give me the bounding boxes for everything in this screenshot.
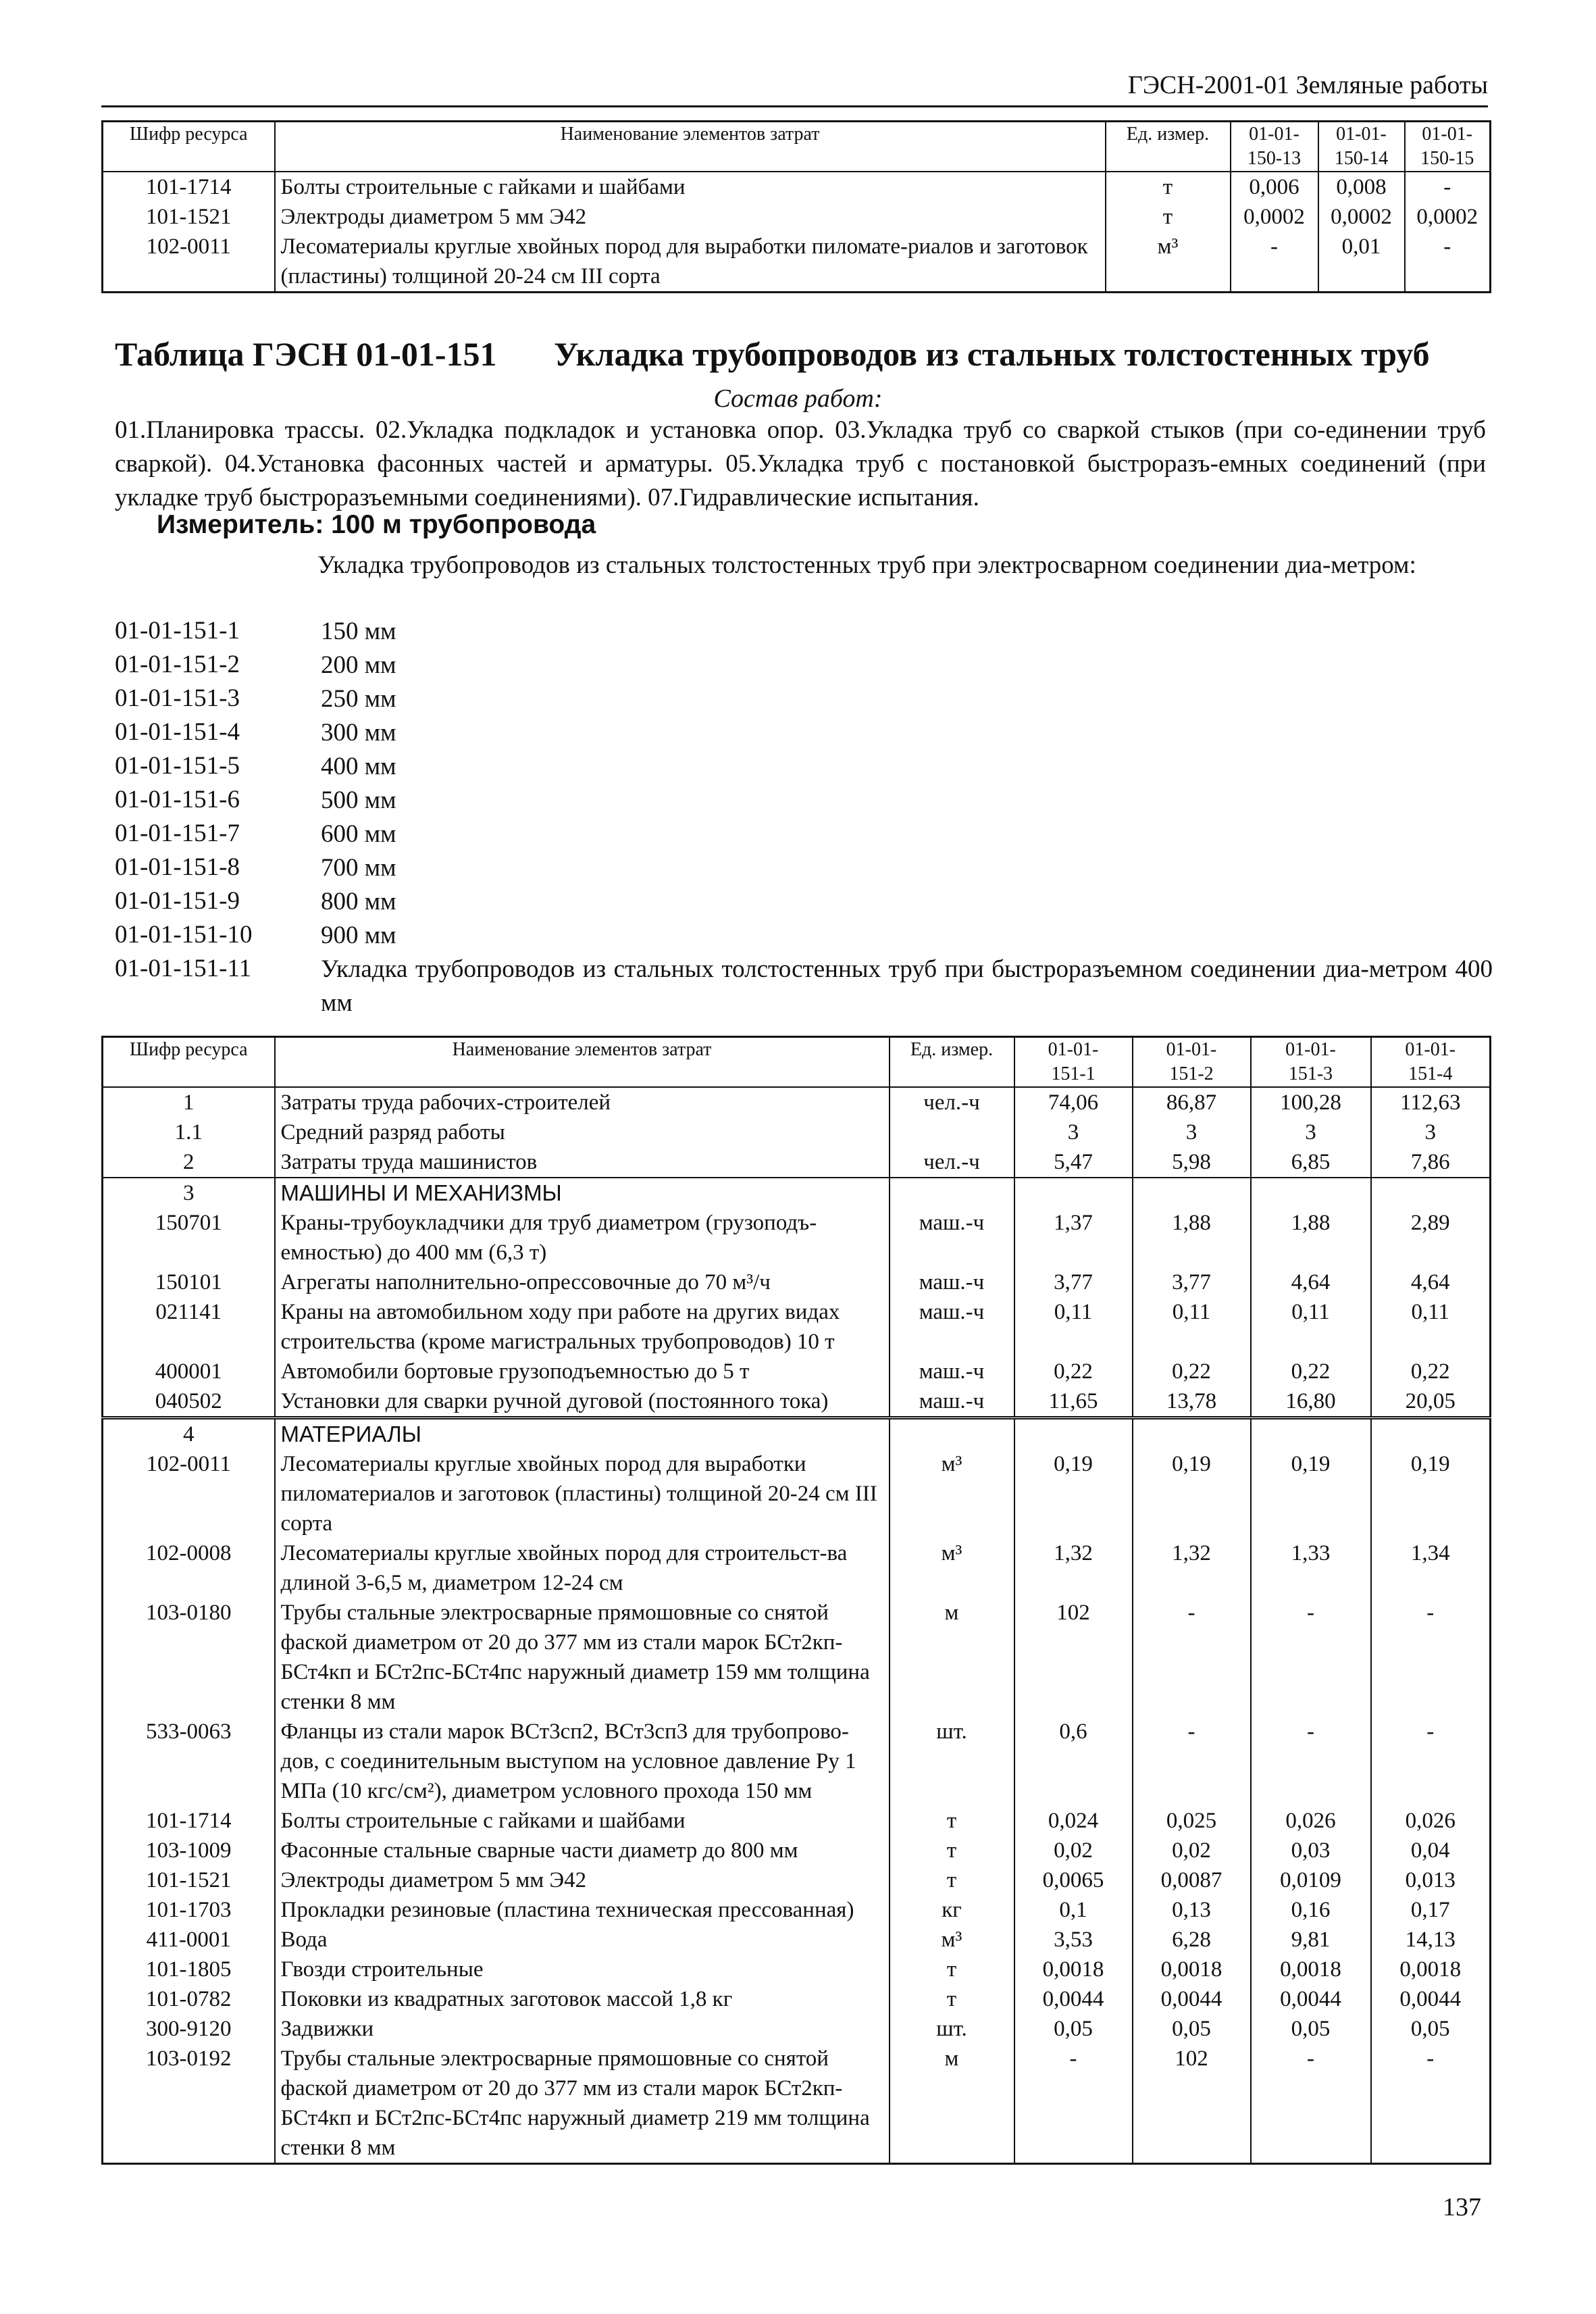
value-cell: 16,80: [1251, 1386, 1371, 1418]
table-row: [103, 1538, 1491, 1598]
value-cell: 0,19: [1371, 1449, 1491, 1538]
column-header: 01-01- 151-2: [1133, 1037, 1251, 1088]
item-row: [115, 649, 1493, 682]
item-description: 200 мм: [321, 651, 396, 679]
table-row: [103, 1955, 1491, 1984]
value-cell: 0,1: [1014, 1895, 1133, 1925]
value-cell: 74,06: [1014, 1087, 1133, 1117]
resource-name: Электроды диаметром 5 мм Э42: [275, 1865, 890, 1895]
value-cell: 11,65: [1014, 1386, 1133, 1418]
item-description: 150 мм: [321, 618, 396, 645]
unit: т: [890, 1984, 1014, 2014]
top-resource-table: [101, 120, 1491, 293]
value-cell: 0,0065: [1014, 1865, 1133, 1895]
value-cell: [1251, 1178, 1371, 1208]
resource-code: 533-0063: [103, 1717, 275, 1806]
value-cell: 0,0109: [1251, 1865, 1371, 1895]
unit: маш.-ч: [890, 1297, 1014, 1357]
resource-code: 411-0001: [103, 1925, 275, 1955]
unit: шт.: [890, 1717, 1014, 1806]
resource-code: 102-0011: [103, 1449, 275, 1538]
value-cell: 5,47: [1014, 1147, 1133, 1178]
value-cell: 0,0044: [1133, 1984, 1251, 2014]
unit: м³: [890, 1925, 1014, 1955]
unit: т: [890, 1806, 1014, 1836]
item-row: [115, 885, 1493, 919]
value-cell: 14,13: [1371, 1925, 1491, 1955]
unit: чел.-ч: [890, 1147, 1014, 1178]
resource-code: 300-9120: [103, 2014, 275, 2044]
column-header: 01-01- 150-14: [1318, 122, 1405, 172]
item-code: 01-01-151-3: [115, 684, 240, 712]
column-header: 01-01- 150-15: [1405, 122, 1491, 172]
unit: м³: [890, 1538, 1014, 1598]
resource-code: 101-1521: [103, 202, 275, 232]
table-row: [103, 1449, 1491, 1538]
resource-name: Затраты труда рабочих-строителей: [275, 1087, 890, 1117]
value-cell: 0,19: [1014, 1449, 1133, 1538]
table-row: [103, 1836, 1491, 1865]
value-cell: 0,05: [1014, 2014, 1133, 2044]
column-header: 01-01- 151-1: [1014, 1037, 1133, 1088]
column-header: Шифр ресурса: [103, 1037, 275, 1088]
table-row: [103, 1357, 1491, 1386]
meter-line: Измеритель: 100 м трубопровода: [157, 510, 596, 539]
value-cell: 1,32: [1133, 1538, 1251, 1598]
resource-name: Прокладки резиновые (пластина техническая прессованная): [275, 1895, 890, 1925]
item-description: 900 мм: [321, 922, 396, 949]
unit: т: [890, 1865, 1014, 1895]
value-cell: 4,64: [1371, 1267, 1491, 1297]
unit: маш.-ч: [890, 1267, 1014, 1297]
value-cell: 2,89: [1371, 1208, 1491, 1267]
value-cell: -: [1251, 1717, 1371, 1806]
item-description: 250 мм: [321, 685, 396, 713]
resource-code: 1.1: [103, 1117, 275, 1147]
value-cell: -: [1133, 1598, 1251, 1717]
resource-name: Болты строительные с гайками и шайбами: [275, 172, 1106, 202]
value-cell: [1133, 1178, 1251, 1208]
resource-name: Установки для сварки ручной дуговой (постоянного тока): [275, 1386, 890, 1418]
value-cell: 20,05: [1371, 1386, 1491, 1418]
column-header: 01-01- 151-4: [1371, 1037, 1491, 1088]
resource-code: 101-1714: [103, 172, 275, 202]
table-row: [103, 1984, 1491, 2014]
resource-code: 4: [103, 1418, 275, 1450]
table-row: [103, 1418, 1491, 1450]
value-cell: 0,024: [1014, 1806, 1133, 1836]
item-description: 700 мм: [321, 854, 396, 882]
intro-text: Укладка трубопроводов из стальных толстостенных труб при электросварном соединении диа-метром:: [317, 551, 1416, 579]
resource-name: Электроды диаметром 5 мм Э42: [275, 202, 1106, 232]
resource-code: 102-0008: [103, 1538, 275, 1598]
value-cell: 1,88: [1133, 1208, 1251, 1267]
header-rule: [101, 105, 1488, 107]
unit: т: [1106, 172, 1231, 202]
table-row: [103, 1147, 1491, 1178]
value-cell: 0,05: [1251, 2014, 1371, 2044]
column-header: Наименование элементов затрат: [275, 1037, 890, 1088]
unit: м: [890, 2044, 1014, 2164]
value-cell: -: [1405, 172, 1491, 202]
item-code: 01-01-151-8: [115, 853, 240, 881]
main-resource-table: [101, 1036, 1491, 2165]
value-cell: 0,16: [1251, 1895, 1371, 1925]
item-description: 400 мм: [321, 753, 396, 780]
value-cell: -: [1133, 1717, 1251, 1806]
value-cell: 0,0044: [1371, 1984, 1491, 2014]
resource-code: 101-1805: [103, 1955, 275, 1984]
item-row: [115, 716, 1493, 750]
resource-name: Лесоматериалы круглые хвойных пород для выработки пиломате-риалов и заготовок (пластины) толщиной 20-24 см III сорта: [275, 232, 1106, 293]
value-cell: [1014, 1178, 1133, 1208]
resource-name: Вода: [275, 1925, 890, 1955]
value-cell: -: [1251, 2044, 1371, 2164]
value-cell: 0,03: [1251, 1836, 1371, 1865]
unit: т: [1106, 202, 1231, 232]
column-header: Ед. измер.: [890, 1037, 1014, 1088]
column-header: Шифр ресурса: [103, 122, 275, 172]
item-code: 01-01-151-4: [115, 718, 240, 746]
value-cell: 0,006: [1231, 172, 1318, 202]
value-cell: 3: [1371, 1117, 1491, 1147]
value-cell: 0,22: [1014, 1357, 1133, 1386]
table-row: [103, 1208, 1491, 1267]
value-cell: 112,63: [1371, 1087, 1491, 1117]
value-cell: 0,11: [1251, 1297, 1371, 1357]
table-row: [103, 1925, 1491, 1955]
resource-name: Гвозди строительные: [275, 1955, 890, 1984]
value-cell: 0,0044: [1251, 1984, 1371, 2014]
value-cell: 86,87: [1133, 1087, 1251, 1117]
value-cell: -: [1251, 1598, 1371, 1717]
value-cell: 3: [1251, 1117, 1371, 1147]
table-title: [115, 334, 1430, 374]
resource-code: 101-1714: [103, 1806, 275, 1836]
value-cell: 0,13: [1133, 1895, 1251, 1925]
value-cell: -: [1231, 232, 1318, 293]
value-cell: 0,05: [1371, 2014, 1491, 2044]
value-cell: 0,22: [1251, 1357, 1371, 1386]
value-cell: -: [1371, 1598, 1491, 1717]
composition-text: 01.Планировка трассы. 02.Укладка подкладок и установка опор. 03.Укладка труб со сваркой стыков (при со-единении труб сваркой). 04.Установка фасонных частей и арматуры. 05.Укладка труб с постановкой быстроразъ-емных соединений (при укладке труб быстроразъемными соединениями). 07.Гидравлические испытания.: [115, 416, 1486, 511]
resource-name: Фланцы из стали марок ВСт3сп2, ВСт3сп3 для трубопрово-дов, с соединительным выступом на условное давление Ру 1 МПа (10 кгс/см²), диаметром условного прохода 150 мм: [275, 1717, 890, 1806]
item-description: 800 мм: [321, 888, 396, 915]
item-code: 01-01-151-2: [115, 651, 240, 678]
table-row: [103, 202, 1491, 232]
unit: м³: [1106, 232, 1231, 293]
resource-name: Болты строительные с гайками и шайбами: [275, 1806, 890, 1836]
value-cell: 1,32: [1014, 1538, 1133, 1598]
table-row: [103, 1117, 1491, 1147]
resource-code: 150701: [103, 1208, 275, 1267]
value-cell: -: [1371, 1717, 1491, 1806]
value-cell: 102: [1014, 1598, 1133, 1717]
value-cell: 0,11: [1014, 1297, 1133, 1357]
item-code: 01-01-151-11: [115, 955, 252, 982]
unit: м³: [890, 1449, 1014, 1538]
value-cell: [1371, 1178, 1491, 1208]
value-cell: 0,026: [1251, 1806, 1371, 1836]
resource-name: Автомобили бортовые грузоподъемностью до 5 т: [275, 1357, 890, 1386]
value-cell: 0,05: [1133, 2014, 1251, 2044]
unit: м: [890, 1598, 1014, 1717]
item-row: [115, 750, 1493, 784]
table-row: [103, 1267, 1491, 1297]
table-row: [103, 1178, 1491, 1208]
resource-code: 103-0192: [103, 2044, 275, 2164]
resource-code: 021141: [103, 1297, 275, 1357]
value-cell: 3,53: [1014, 1925, 1133, 1955]
value-cell: 0,0002: [1231, 202, 1318, 232]
value-cell: 0,11: [1371, 1297, 1491, 1357]
value-cell: 0,0087: [1133, 1865, 1251, 1895]
resource-code: 040502: [103, 1386, 275, 1418]
value-cell: 0,025: [1133, 1806, 1251, 1836]
value-cell: -: [1405, 232, 1491, 293]
value-cell: 3,77: [1133, 1267, 1251, 1297]
composition-label: Состав работ:: [713, 384, 883, 413]
table-row: [103, 1865, 1491, 1895]
column-header: Наименование элементов затрат: [275, 122, 1106, 172]
value-cell: 3: [1133, 1117, 1251, 1147]
item-code: 01-01-151-1: [115, 617, 240, 645]
value-cell: 1,33: [1251, 1538, 1371, 1598]
table-row: [103, 1087, 1491, 1117]
resource-name: Краны-трубоукладчики для труб диаметром (грузоподъ-емностью) до 400 мм (6,3 т): [275, 1208, 890, 1267]
item-code: 01-01-151-10: [115, 921, 253, 949]
value-cell: -: [1014, 2044, 1133, 2164]
value-cell: 0,02: [1133, 1836, 1251, 1865]
column-header: 01-01- 151-3: [1251, 1037, 1371, 1088]
section-heading: МАТЕРИАЛЫ: [275, 1418, 890, 1450]
value-cell: 0,02: [1014, 1836, 1133, 1865]
column-header: 01-01- 150-13: [1231, 122, 1318, 172]
value-cell: 1,34: [1371, 1538, 1491, 1598]
item-description: 600 мм: [321, 820, 396, 848]
page-number: 137: [1443, 2193, 1481, 2221]
table-row: [103, 2044, 1491, 2164]
resource-code: 101-1703: [103, 1895, 275, 1925]
resource-name: Затраты труда машинистов: [275, 1147, 890, 1178]
unit: [890, 1117, 1014, 1147]
column-header: Ед. измер.: [1106, 122, 1231, 172]
value-cell: 102: [1133, 2044, 1251, 2164]
value-cell: 0,22: [1371, 1357, 1491, 1386]
unit: чел.-ч: [890, 1087, 1014, 1117]
table-row: [103, 1895, 1491, 1925]
resource-name: Трубы стальные электросварные прямошовные со снятой фаской диаметром от 20 до 377 мм из стали марок БСт2кп-БСт4кп и БСт2пс-БСт4пс наружный диаметр 219 мм толщина стенки 8 мм: [275, 2044, 890, 2164]
item-code-list: [115, 615, 1493, 1020]
item-row: [115, 953, 1493, 1020]
value-cell: 7,86: [1371, 1147, 1491, 1178]
resource-name: Средний разряд работы: [275, 1117, 890, 1147]
unit: маш.-ч: [890, 1386, 1014, 1418]
item-code: 01-01-151-9: [115, 887, 240, 915]
table-row: [103, 1386, 1491, 1418]
value-cell: [1251, 1418, 1371, 1450]
resource-name: Краны на автомобильном ходу при работе на других видах строительства (кроме магистральных трубопроводов) 10 т: [275, 1297, 890, 1357]
item-code: 01-01-151-7: [115, 820, 240, 847]
resource-code: 103-1009: [103, 1836, 275, 1865]
value-cell: 0,6: [1014, 1717, 1133, 1806]
value-cell: 0,0018: [1371, 1955, 1491, 1984]
value-cell: 0,17: [1371, 1895, 1491, 1925]
unit: шт.: [890, 2014, 1014, 2044]
resource-name: Трубы стальные электросварные прямошовные со снятой фаской диаметром от 20 до 377 мм из стали марок БСт2кп-БСт4кп и БСт2пс-БСт4пс наружный диаметр 159 мм толщина стенки 8 мм: [275, 1598, 890, 1717]
value-cell: 0,0018: [1014, 1955, 1133, 1984]
resource-name: Агрегаты наполнительно-опрессовочные до 70 м³/ч: [275, 1267, 890, 1297]
value-cell: [1371, 1418, 1491, 1450]
value-cell: 3,77: [1014, 1267, 1133, 1297]
resource-name: Фасонные стальные сварные части диаметр до 800 мм: [275, 1836, 890, 1865]
item-code: 01-01-151-5: [115, 752, 240, 780]
value-cell: 0,026: [1371, 1806, 1491, 1836]
value-cell: -: [1371, 2044, 1491, 2164]
table-row: [103, 1297, 1491, 1357]
value-cell: 9,81: [1251, 1925, 1371, 1955]
value-cell: 0,008: [1318, 172, 1405, 202]
unit: маш.-ч: [890, 1208, 1014, 1267]
value-cell: 0,0018: [1133, 1955, 1251, 1984]
item-row: [115, 784, 1493, 818]
unit: т: [890, 1836, 1014, 1865]
resource-code: 3: [103, 1178, 275, 1208]
value-cell: 3: [1014, 1117, 1133, 1147]
value-cell: 5,98: [1133, 1147, 1251, 1178]
value-cell: 4,64: [1251, 1267, 1371, 1297]
item-row: [115, 851, 1493, 885]
value-cell: 0,19: [1251, 1449, 1371, 1538]
resource-code: 103-0180: [103, 1598, 275, 1717]
running-head: ГЭСН-2001-01 Земляные работы: [1127, 71, 1488, 99]
unit: [890, 1178, 1014, 1208]
value-cell: 1,37: [1014, 1208, 1133, 1267]
value-cell: [1133, 1418, 1251, 1450]
value-cell: 0,0018: [1251, 1955, 1371, 1984]
value-cell: [1014, 1418, 1133, 1450]
value-cell: 0,0044: [1014, 1984, 1133, 2014]
table-row: [103, 172, 1491, 202]
resource-code: 150101: [103, 1267, 275, 1297]
item-description: 300 мм: [321, 719, 396, 747]
resource-name: Задвижки: [275, 2014, 890, 2044]
table-row: [103, 2014, 1491, 2044]
value-cell: 0,01: [1318, 232, 1405, 293]
resource-name: Лесоматериалы круглые хвойных пород для строительст-ва длиной 3-6,5 м, диаметром 12-24 см: [275, 1538, 890, 1598]
value-cell: 6,28: [1133, 1925, 1251, 1955]
unit: маш.-ч: [890, 1357, 1014, 1386]
table-number: Таблица ГЭСН 01-01-151: [115, 335, 497, 373]
value-cell: 13,78: [1133, 1386, 1251, 1418]
item-row: [115, 682, 1493, 716]
value-cell: 0,19: [1133, 1449, 1251, 1538]
value-cell: 0,22: [1133, 1357, 1251, 1386]
resource-code: 400001: [103, 1357, 275, 1386]
resource-name: Лесоматериалы круглые хвойных пород для выработки пиломатериалов и заготовок (пластины) толщиной 20-24 см III сорта: [275, 1449, 890, 1538]
value-cell: 100,28: [1251, 1087, 1371, 1117]
value-cell: 0,11: [1133, 1297, 1251, 1357]
resource-code: 101-0782: [103, 1984, 275, 2014]
item-row: [115, 615, 1493, 649]
value-cell: 1,88: [1251, 1208, 1371, 1267]
table-name: Укладка трубопроводов из стальных толстостенных труб: [554, 335, 1430, 373]
value-cell: 0,04: [1371, 1836, 1491, 1865]
table-row: [103, 232, 1491, 293]
value-cell: 0,0002: [1318, 202, 1405, 232]
value-cell: 6,85: [1251, 1147, 1371, 1178]
resource-code: 101-1521: [103, 1865, 275, 1895]
table-row: [103, 1598, 1491, 1717]
item-row: [115, 919, 1493, 953]
item-row: [115, 818, 1493, 851]
unit: кг: [890, 1895, 1014, 1925]
table-row: [103, 1717, 1491, 1806]
unit: [890, 1418, 1014, 1450]
resource-code: 1: [103, 1087, 275, 1117]
section-heading: МАШИНЫ И МЕХАНИЗМЫ: [275, 1178, 890, 1208]
value-cell: 0,013: [1371, 1865, 1491, 1895]
unit: т: [890, 1955, 1014, 1984]
table-row: [103, 1806, 1491, 1836]
item-code: 01-01-151-6: [115, 786, 240, 813]
value-cell: 0,0002: [1405, 202, 1491, 232]
item-description: 500 мм: [321, 786, 396, 814]
resource-code: 102-0011: [103, 232, 275, 293]
item-description: Укладка трубопроводов из стальных толстостенных труб при быстроразъемном соединении диа-метром 400 мм: [321, 955, 1493, 1017]
resource-code: 2: [103, 1147, 275, 1178]
resource-name: Поковки из квадратных заготовок массой 1,8 кг: [275, 1984, 890, 2014]
